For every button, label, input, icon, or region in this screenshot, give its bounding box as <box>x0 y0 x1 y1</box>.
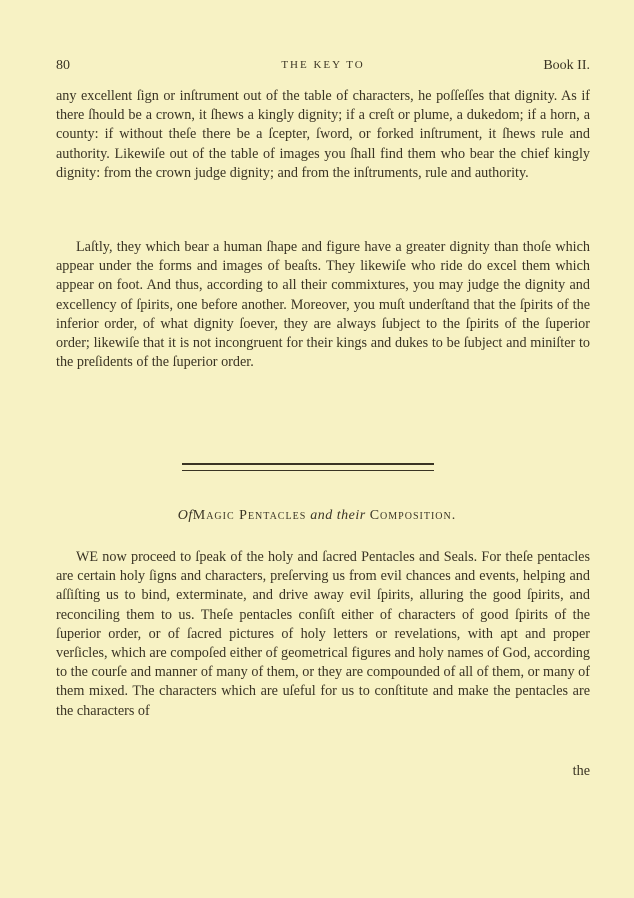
section-heading <box>0 508 634 524</box>
section-divider <box>182 463 434 471</box>
paragraph-text: WE now proceed to ſpeak of the holy and ſacred Pentacles and Seals. For theſe pentacles are certain holy ſigns and characters, preſerving us from evil chances and events, helping and aſſiſting us to bind, exterminate, and drive away evil ſpirits, alluring the good ſpirits, and reconciling them to us. Theſe pentacles conſiſt either of characters of good ſpirits of the ſuperior order, or of ſacred pictures of holy letters or revelations, with apt and proper verſicles, which are compoſed either of geometrical figures and holy names of God, according to the courſe and manner of many of them, or they are compounded of all of them, or many of them mixed. The characters which are uſeful for us to conſtitute and make the pentacles are the characters of <box>56 549 590 719</box>
paragraph-continued <box>56 87 590 183</box>
paragraph-text: Laſtly, they which bear a human ſhape and figure have a greater dignity than thoſe which appear under the forms and images of beaſts. They likewiſe who ride do excel them which appear on foot. And thus, according to all their commixtures, you may judge the dignity and excellency of ſpirits, one before another. Moreover, you muſt underſtand that the ſpirits of the inferior order, of what dignity ſoever, they are always ſubject to the ſpirits of the ſuperior order; likewiſe that it is not incongruent for their kings and dukes to be ſubject and miniſter to the preſidents of the ſuperior order. <box>56 239 590 371</box>
paragraph-pentacles <box>56 548 590 721</box>
heading-and-their: and their <box>310 508 366 523</box>
paragraph-text: any excellent ſign or inſtrument out of the table of characters, he poſſeſſes that dignity. As if there ſhould be a crown, it ſhews a kingly dignity; if a creſt or plume, a dukedom; if a horn, a county: if without theſe there be a ſcepter, ſword, or forked inſtrument, it ſhews rule and authority. Likewiſe out of the table of images you ſhall find them who bear the chief kingly dignity: from the crown judge dignity; and from the inſtruments, rule and authority. <box>56 88 590 181</box>
paragraph-lastly <box>56 238 590 372</box>
page-number: 80 <box>56 58 70 73</box>
book-label: Book II. <box>543 58 590 73</box>
heading-composition: Composition. <box>369 508 457 523</box>
running-title: THE KEY TO <box>281 59 365 71</box>
heading-of: Of <box>177 508 193 523</box>
heading-magic-pentacles: Magic Pentacles <box>192 508 307 523</box>
catchword: the <box>572 763 590 779</box>
running-head <box>56 58 590 78</box>
